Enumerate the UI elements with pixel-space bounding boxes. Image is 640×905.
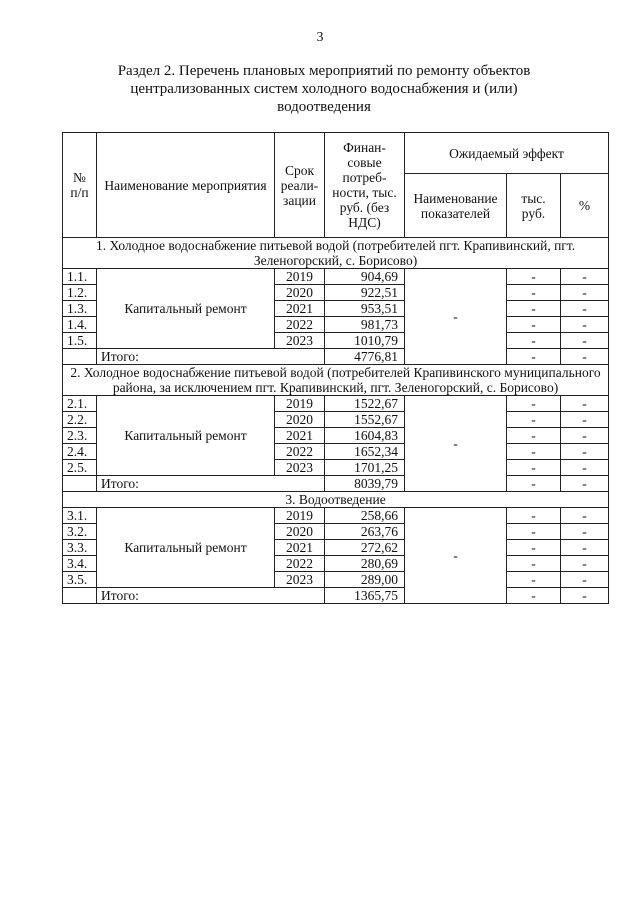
activity-name: Капитальный ремонт xyxy=(97,269,275,349)
effect-percent: - xyxy=(561,412,609,428)
effect-percent: - xyxy=(561,572,609,588)
year: 2020 xyxy=(275,412,325,428)
row-number: 1.2. xyxy=(63,285,97,301)
effect-thousand-rub: - xyxy=(507,556,561,572)
effect-percent: - xyxy=(561,508,609,524)
finance-value: 953,51 xyxy=(325,301,405,317)
header-term: Срок реали-зации xyxy=(275,133,325,238)
total-thousand-rub: - xyxy=(507,588,561,604)
effect-thousand-rub: - xyxy=(507,444,561,460)
effect-thousand-rub: - xyxy=(507,460,561,476)
year: 2022 xyxy=(275,317,325,333)
finance-value: 922,51 xyxy=(325,285,405,301)
total-thousand-rub: - xyxy=(507,476,561,492)
header-thousand-rub: тыс. руб. xyxy=(507,174,561,238)
section-title-row xyxy=(63,365,609,396)
effect-percent: - xyxy=(561,333,609,349)
effect-thousand-rub: - xyxy=(507,396,561,412)
table-row xyxy=(63,269,609,285)
total-value: 4776,81 xyxy=(325,349,405,365)
row-number: 1.5. xyxy=(63,333,97,349)
section-title-row xyxy=(63,492,609,508)
total-percent: - xyxy=(561,588,609,604)
activity-name: Капитальный ремонт xyxy=(97,508,275,588)
effect-thousand-rub: - xyxy=(507,269,561,285)
activity-name: Капитальный ремонт xyxy=(97,396,275,476)
total-thousand-rub: - xyxy=(507,349,561,365)
indicator-value: - xyxy=(405,269,507,365)
total-label: Итого: xyxy=(97,476,325,492)
row-number: 3.1. xyxy=(63,508,97,524)
effect-thousand-rub: - xyxy=(507,524,561,540)
finance-value: 289,00 xyxy=(325,572,405,588)
effect-thousand-rub: - xyxy=(507,428,561,444)
year: 2023 xyxy=(275,572,325,588)
effect-thousand-rub: - xyxy=(507,301,561,317)
finance-value: 981,73 xyxy=(325,317,405,333)
table-row xyxy=(63,508,609,524)
year: 2020 xyxy=(275,524,325,540)
row-number: 3.3. xyxy=(63,540,97,556)
finance-value: 1522,67 xyxy=(325,396,405,412)
finance-value: 1604,83 xyxy=(325,428,405,444)
row-number: 2.1. xyxy=(63,396,97,412)
row-number: 1.3. xyxy=(63,301,97,317)
effect-percent: - xyxy=(561,301,609,317)
effect-thousand-rub: - xyxy=(507,285,561,301)
page-number: 3 xyxy=(316,30,324,45)
effect-percent: - xyxy=(561,269,609,285)
effect-percent: - xyxy=(561,317,609,333)
effect-percent: - xyxy=(561,396,609,412)
finance-value: 1652,34 xyxy=(325,444,405,460)
year: 2023 xyxy=(275,333,325,349)
section-title-row xyxy=(63,238,609,269)
effect-thousand-rub: - xyxy=(507,572,561,588)
year: 2019 xyxy=(275,269,325,285)
effect-percent: - xyxy=(561,444,609,460)
header-indicator: Наименование показателей xyxy=(405,174,507,238)
effect-percent: - xyxy=(561,428,609,444)
page-title: Раздел 2. Перечень плановых мероприятий по ремонту объектов централизованных систем холодного водоснабжения и (или) водоотведения xyxy=(117,63,531,115)
year: 2022 xyxy=(275,556,325,572)
header-num: № п/п xyxy=(63,133,97,238)
row-number: 3.4. xyxy=(63,556,97,572)
section-title: 2. Холодное водоснабжение питьевой водой (потребителей Крапивинского муниципального района, за исключением пгт. Крапивинский, пгт. Зеленогорский, с. Борисово) xyxy=(63,365,609,396)
effect-thousand-rub: - xyxy=(507,412,561,428)
total-value: 1365,75 xyxy=(325,588,405,604)
year: 2019 xyxy=(275,396,325,412)
year: 2020 xyxy=(275,285,325,301)
total-label: Итого: xyxy=(97,349,325,365)
section-title: 3. Водоотведение xyxy=(63,492,609,508)
finance-value: 1701,25 xyxy=(325,460,405,476)
finance-value: 280,69 xyxy=(325,556,405,572)
year: 2023 xyxy=(275,460,325,476)
effect-percent: - xyxy=(561,460,609,476)
total-row xyxy=(63,349,609,365)
row-number: 2.4. xyxy=(63,444,97,460)
finance-value: 1552,67 xyxy=(325,412,405,428)
effect-percent: - xyxy=(561,285,609,301)
header-percent: % xyxy=(561,174,609,238)
table-row xyxy=(63,396,609,412)
finance-value: 1010,79 xyxy=(325,333,405,349)
row-number: 2.5. xyxy=(63,460,97,476)
repair-plan-table xyxy=(62,132,609,604)
effect-thousand-rub: - xyxy=(507,333,561,349)
header-finance: Финан-совые потреб-ности, тыс. руб. (без НДС) xyxy=(325,133,405,238)
row-number: 3.2. xyxy=(63,524,97,540)
row-number: 3.5. xyxy=(63,572,97,588)
year: 2022 xyxy=(275,444,325,460)
effect-percent: - xyxy=(561,556,609,572)
row-number: 1.4. xyxy=(63,317,97,333)
year: 2021 xyxy=(275,428,325,444)
effect-percent: - xyxy=(561,540,609,556)
effect-percent: - xyxy=(561,524,609,540)
total-empty-cell xyxy=(63,349,97,365)
total-label: Итого: xyxy=(97,588,325,604)
total-empty-cell xyxy=(63,476,97,492)
total-percent: - xyxy=(561,349,609,365)
header-expected-effect: Ожидаемый эффект xyxy=(405,133,609,174)
total-row xyxy=(63,476,609,492)
total-row xyxy=(63,588,609,604)
year: 2021 xyxy=(275,301,325,317)
finance-value: 904,69 xyxy=(325,269,405,285)
row-number: 2.2. xyxy=(63,412,97,428)
effect-thousand-rub: - xyxy=(507,540,561,556)
total-percent: - xyxy=(561,476,609,492)
year: 2019 xyxy=(275,508,325,524)
indicator-value: - xyxy=(405,396,507,492)
total-empty-cell xyxy=(63,588,97,604)
header-activity-name: Наименование мероприятия xyxy=(97,133,275,238)
header-row xyxy=(63,133,609,174)
finance-value: 258,66 xyxy=(325,508,405,524)
total-value: 8039,79 xyxy=(325,476,405,492)
effect-thousand-rub: - xyxy=(507,508,561,524)
year: 2021 xyxy=(275,540,325,556)
finance-value: 272,62 xyxy=(325,540,405,556)
row-number: 2.3. xyxy=(63,428,97,444)
section-title: 1. Холодное водоснабжение питьевой водой (потребителей пгт. Крапивинский, пгт. Зеленогорский, с. Борисово) xyxy=(63,238,609,269)
effect-thousand-rub: - xyxy=(507,317,561,333)
row-number: 1.1. xyxy=(63,269,97,285)
indicator-value: - xyxy=(405,508,507,604)
finance-value: 263,76 xyxy=(325,524,405,540)
